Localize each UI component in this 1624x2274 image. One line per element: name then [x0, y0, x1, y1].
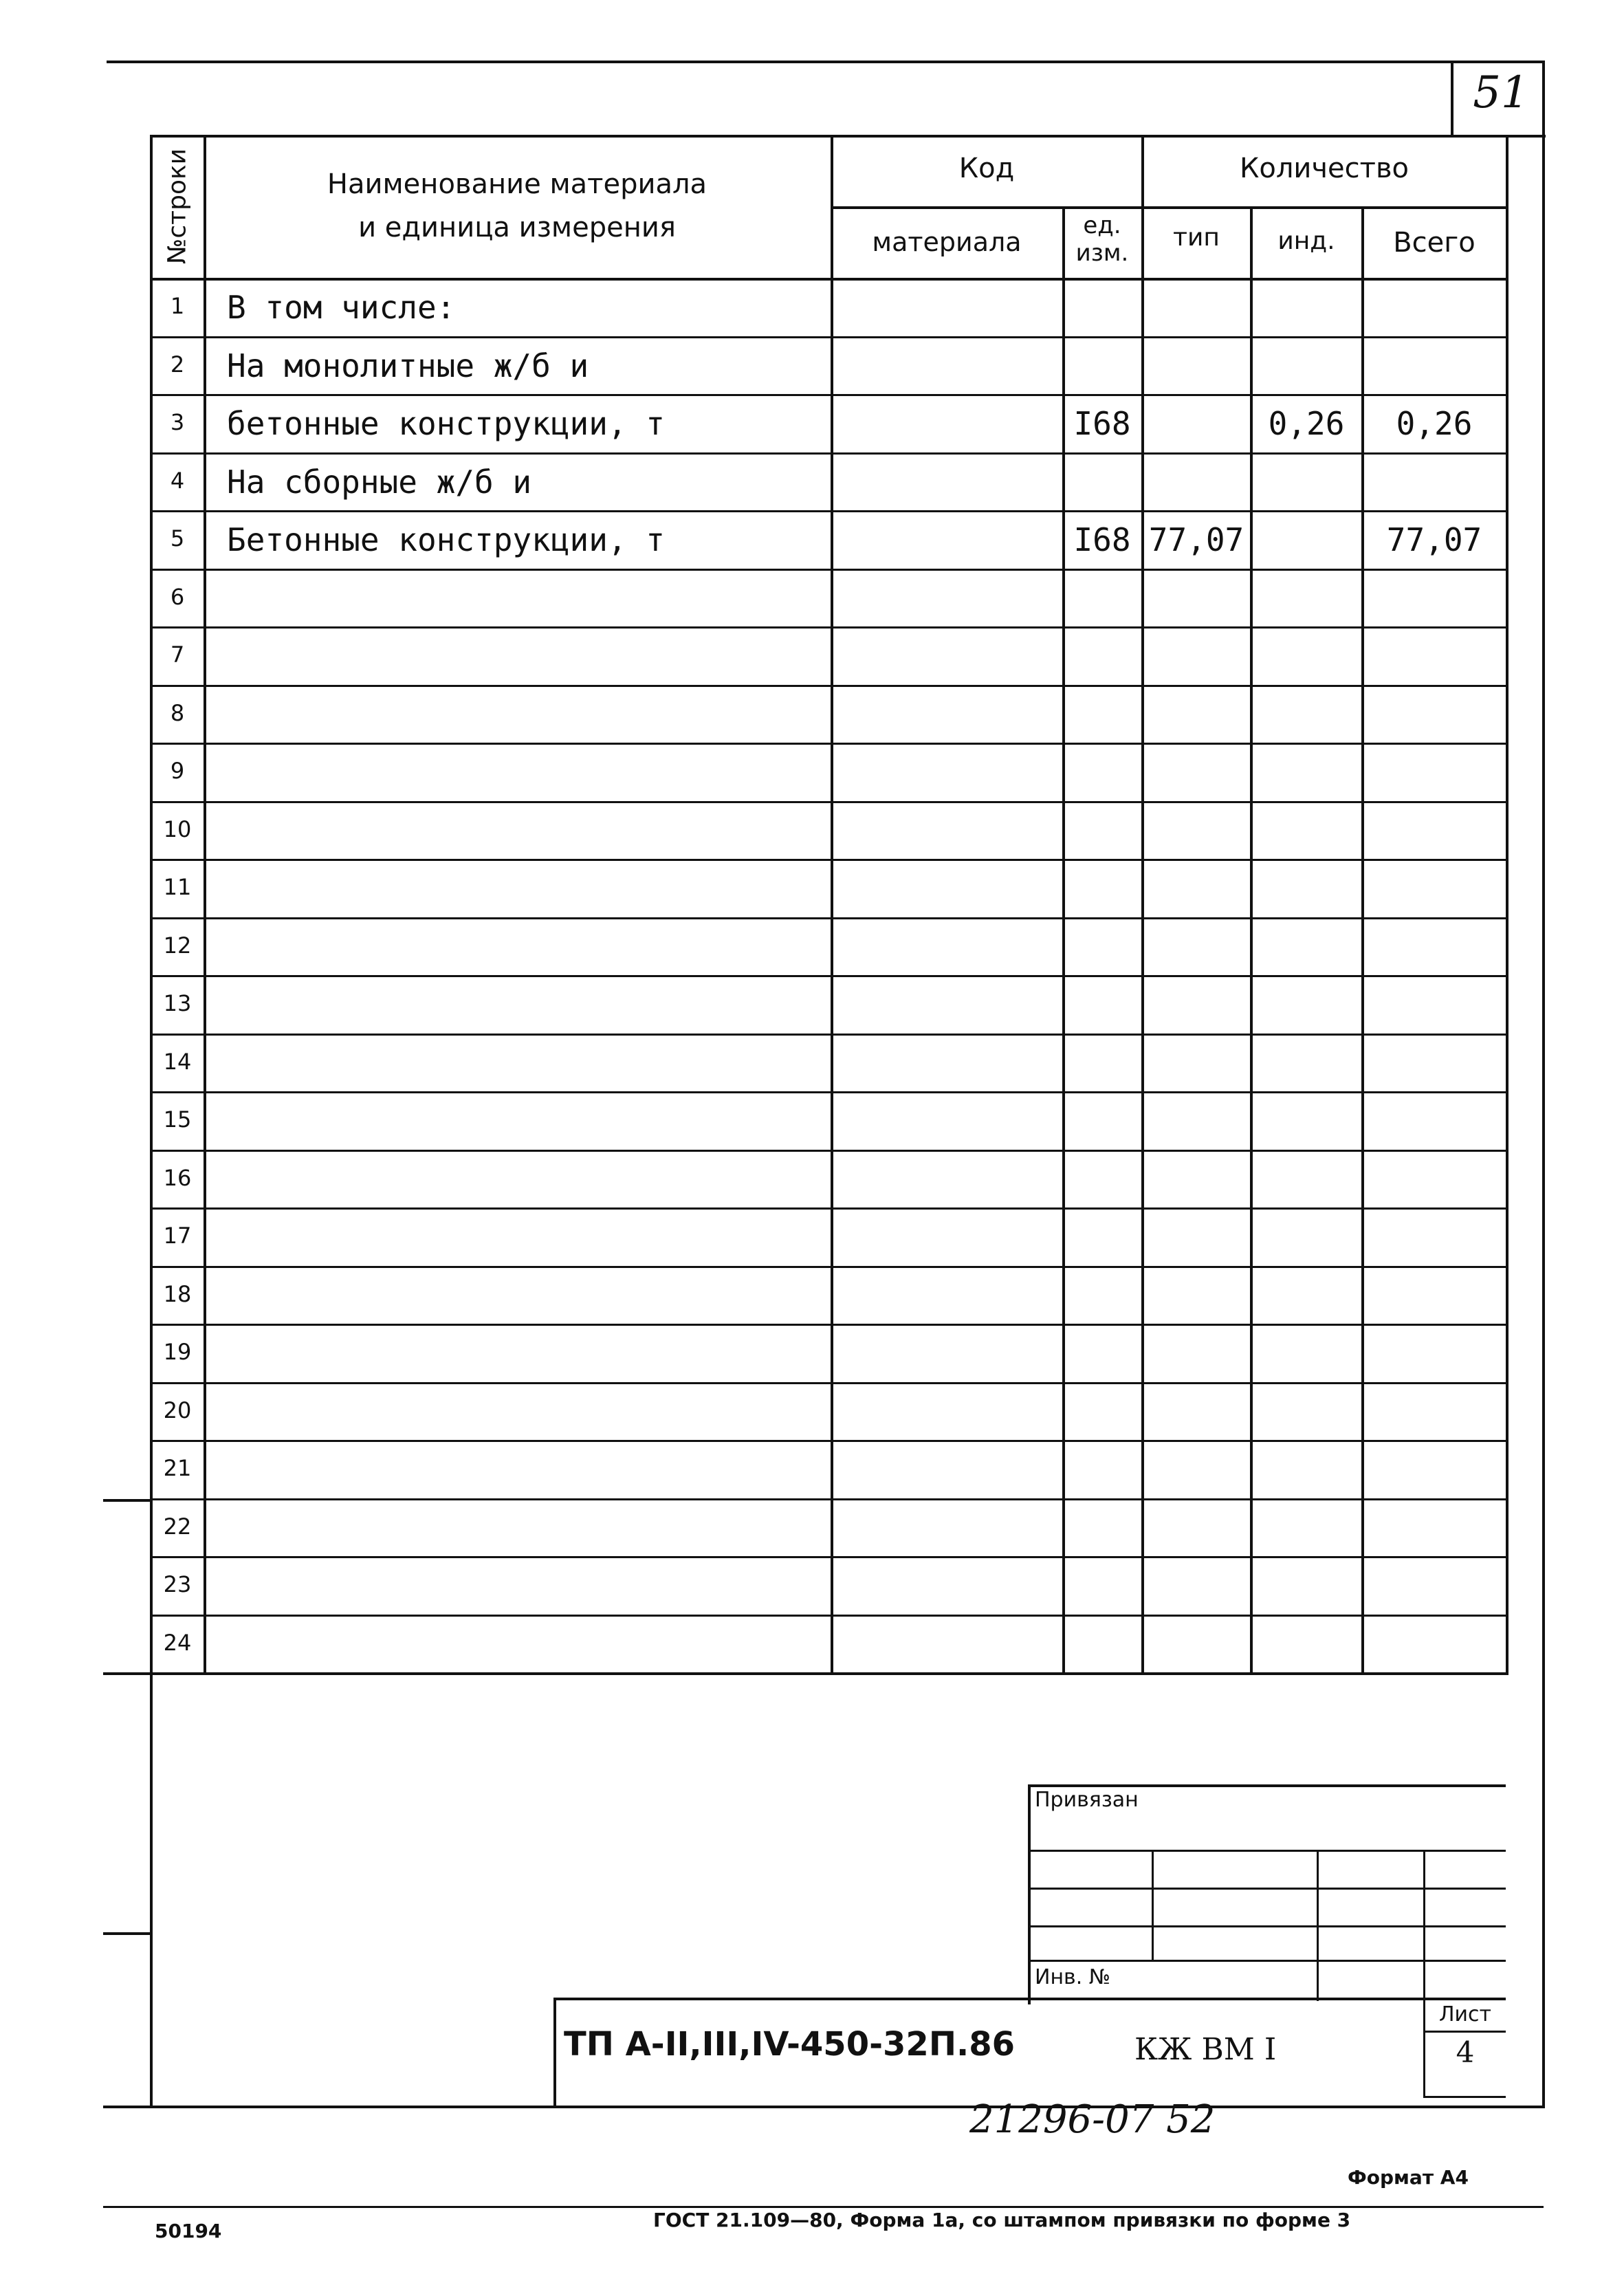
row-number: 18 [163, 1280, 192, 1307]
type-qty-cell: 77,07 [1148, 521, 1244, 558]
unit-header-line1: ед. [1083, 212, 1121, 239]
material-name-cell: бетонные конструкции, т [227, 405, 665, 442]
table-row [0, 1440, 1624, 1498]
ind-qty-cell: 0,26 [1268, 405, 1345, 442]
attached-label: Привязан [1035, 1788, 1139, 1812]
sheet-number-top: 51 [1473, 67, 1529, 118]
row-no-header: №строки [163, 148, 192, 265]
total-qty-cell: 0,26 [1396, 405, 1473, 442]
table-row [0, 1615, 1624, 1673]
table-row [0, 859, 1624, 917]
row-number: 13 [163, 990, 192, 1016]
table-row [0, 1207, 1624, 1266]
table-row [0, 394, 1624, 452]
handwritten-number: 21296-07 52 [969, 2097, 1216, 2142]
total-header: Всего [1393, 227, 1475, 259]
table-row [0, 452, 1624, 511]
row-number: 5 [170, 525, 185, 551]
table-row [0, 917, 1624, 976]
table-row [0, 743, 1624, 801]
table-row [0, 336, 1624, 395]
stamp-left-border [1028, 1784, 1031, 2004]
format-label: Формат А4 [1348, 2166, 1469, 2189]
quantity-header: Количество [1239, 153, 1409, 184]
row-number: 23 [163, 1571, 192, 1597]
row-number: 8 [170, 699, 185, 726]
table-row [0, 626, 1624, 685]
sheet-label: Лист [1438, 2002, 1492, 2026]
project-code: ТП А-II,III,IV-450-32П.86 [564, 2025, 1016, 2064]
stamp-top-line [1028, 1784, 1506, 1787]
name-header-line2: и единица измерения [358, 212, 676, 243]
table-row [0, 1091, 1624, 1150]
row-number: 6 [170, 583, 185, 610]
row-number: 22 [163, 1513, 192, 1540]
title-block-top-line [553, 1998, 1506, 2000]
unit-code-cell: I68 [1073, 521, 1131, 558]
table-row [0, 801, 1624, 860]
table-row [0, 1498, 1624, 1557]
inv-no-label: Инв. № [1035, 1965, 1111, 1989]
row-number: 17 [163, 1223, 192, 1249]
table-bottom-line [103, 1672, 1506, 1675]
row-number: 12 [163, 932, 192, 959]
stamp-line [1028, 1960, 1506, 1962]
gost-note: ГОСТ 21.109—80, Форма 1а, со штампом привязки по форме 3 [653, 2209, 1351, 2231]
margin-mark [103, 1932, 151, 1935]
table-row [0, 1034, 1624, 1092]
row-number: 4 [170, 467, 185, 494]
stamp-line [1028, 1925, 1506, 1927]
stamp-col [1317, 1850, 1319, 2001]
table-row [0, 1382, 1624, 1441]
table-row [0, 1150, 1624, 1208]
type-header: тип [1173, 223, 1220, 252]
code-header: Код [958, 153, 1015, 184]
title-block-left-border [553, 1998, 556, 2108]
page-number-box-left [1451, 61, 1453, 138]
table-row [0, 1266, 1624, 1324]
row-number: 15 [163, 1106, 192, 1133]
stamp-line [1028, 1888, 1506, 1890]
page-number-box-right [1542, 61, 1545, 138]
top-border-line [107, 61, 1544, 63]
doc-id: 50194 [155, 2220, 222, 2242]
row-number: 24 [163, 1629, 192, 1656]
page-bottom-line [103, 2106, 1544, 2108]
row-number: 16 [163, 1164, 192, 1191]
table-row [0, 278, 1624, 336]
table-row [0, 685, 1624, 743]
row-number: 14 [163, 1048, 192, 1075]
doc-code: КЖ ВМ I [1134, 2032, 1277, 2067]
name-header-line1: Наименование материала [327, 168, 707, 200]
table-row [0, 510, 1624, 569]
sheet-cell-bottom [1423, 2096, 1506, 2098]
row-number: 10 [163, 816, 192, 842]
row-number: 21 [163, 1455, 192, 1481]
table-row [0, 975, 1624, 1034]
row-number: 9 [170, 758, 185, 784]
row-number: 20 [163, 1397, 192, 1423]
material-name-cell: На монолитные ж/б и [227, 347, 589, 384]
table-row [0, 1324, 1624, 1382]
ind-header: инд. [1277, 227, 1335, 255]
row-number: 3 [170, 409, 185, 435]
header-mid-line [831, 206, 1507, 209]
material-header: материала [872, 227, 1022, 257]
sheet-cell-line [1423, 2031, 1506, 2033]
material-name-cell: На сборные ж/б и [227, 463, 532, 501]
row-number: 7 [170, 642, 185, 668]
row-number: 19 [163, 1339, 192, 1365]
table-row [0, 1556, 1624, 1615]
row-number: 1 [170, 293, 185, 319]
stamp-col [1423, 1850, 1425, 2097]
stamp-col [1152, 1850, 1154, 1960]
unit-header [1065, 212, 1139, 267]
table-top-border [150, 135, 1546, 138]
unit-code-cell: I68 [1073, 405, 1131, 442]
material-name-cell: В том числе: [227, 289, 456, 326]
sheet-value: 4 [1456, 2035, 1475, 2069]
footer-line [103, 2206, 1544, 2208]
unit-header-line2: изм. [1075, 239, 1129, 267]
stamp-line [1028, 1850, 1506, 1852]
table-row [0, 569, 1624, 627]
material-name-cell: Бетонные конструкции, т [227, 521, 665, 558]
row-number: 11 [163, 874, 192, 900]
total-qty-cell: 77,07 [1386, 521, 1482, 558]
row-number: 2 [170, 351, 185, 378]
row-no-header-cell [153, 138, 202, 275]
